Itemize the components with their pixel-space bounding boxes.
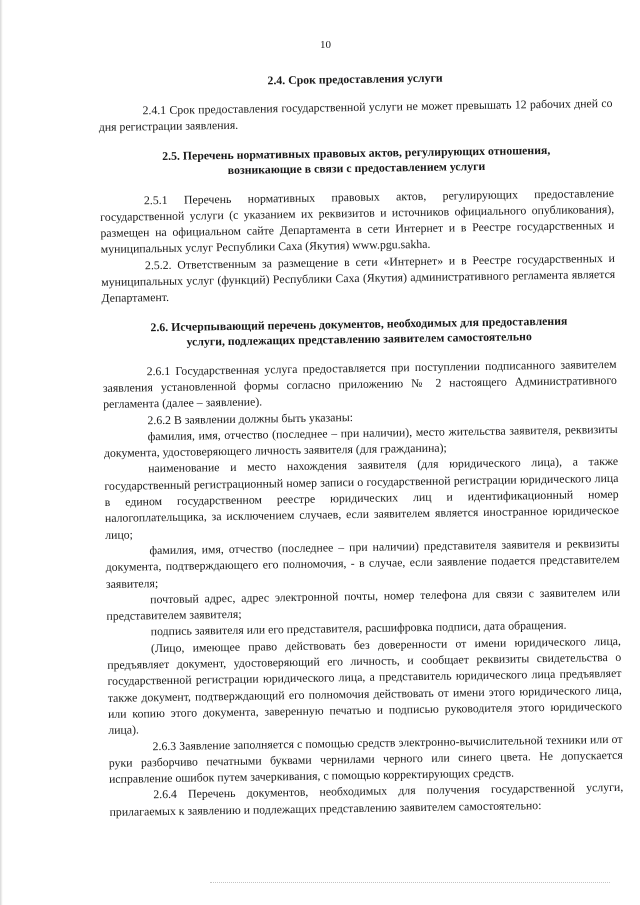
paragraph-2-6-2-item-contacts: почтовый адрес, адрес электронной почты, номер телефона для связи с заявителем или представителем заявителя; — [106, 584, 621, 624]
paragraph-2-6-2-note: (Лицо, имеющее право действовать без доверенности от имени юридического лица, предъявляет документ, удостоверяющий его личность, и сообщает реквизиты свидетельства о государственной регистрации юридического лица, а представитель юридического лица предъявляет также документ, подтверждающий его полномочия действовать от имени этого юридического лица, или копию этого документа, заверенную печатью и подписью руководителя этого юридического лица). — [107, 633, 623, 738]
paragraph-2-6-2-item-legal-entity: наименование и место нахождения заявителя (для юридического лица), а также государственный регистрационный номер записи о государственной регистрации юридического лица в едином государственном реестре юридических лиц и идентификационный номер налогоплательщика, за исключением случаев, если заявителем является иностранное юридическое лицо; — [104, 454, 619, 542]
paragraph-2-6-2: 2.6.2 В заявлении должны быть указаны: — [147, 409, 354, 427]
paragraph-2-6-2-item-citizen: фамилия, имя, отчество (последнее – при наличии), место жительства заявителя, реквизиты документа, удостоверяющего личность заявителя (для гражданина); — [103, 421, 618, 461]
section-2-4-heading: 2.4. Срок предоставления услуги — [267, 70, 443, 88]
scan-noise-line — [210, 882, 610, 886]
section-2-5-heading-line1: 2.5. Перечень нормативных правовых актов, регулирующих отношения, — [162, 142, 551, 163]
section-2-6-heading-line1: 2.6. Исчерпывающий перечень документов, необходимых для предоставления — [150, 313, 568, 334]
paragraph-2-6-3: 2.6.3 Заявление заполняется с помощью средств электронно-вычислительной техники или от руки разборчиво печатными буквами чернилами черного или синего цвета. Не допускается исправление ошибок путем зачеркивания, с помощью корректирующих средств. — [108, 731, 623, 787]
page-number: 10 — [320, 39, 331, 51]
paragraph-2-6-1: 2.6.1 Государственная услуга предоставляется при поступлении подписанного заявителем заявления установленной формы согласно приложению № 2 настоящего Административного регламента (далее – заявление). — [102, 356, 617, 412]
section-2-5-heading-line2: возникающие в связи с предоставлением услуги — [227, 158, 486, 177]
scan-edge-shadow — [0, 0, 3, 905]
paragraph-2-5-2: 2.5.2. Ответственным за размещение в сети «Интернет» и в Реестре государственных и муниципальных услуг (функций) Республики Саха (Якутия) административного регламента является Департамент. — [101, 250, 616, 306]
paragraph-2-5-1: 2.5.1 Перечень нормативных правовых актов, регулирующих предоставление государственной услуги (с указанием их реквизитов и источников официального опубликования), размещен на официальном сайте Департамента в сети Интернет и в Реестре государственных и муниципальных услуг Республики Саха (Якутия) www.pgu.sakha. — [100, 185, 615, 257]
document-body — [98, 68, 624, 820]
paragraph-2-6-4: 2.6.4 Перечень документов, необходимых для получения государственной услуги, прилагаемых к заявлению и подлежащих представлению заявителем самостоятельно: — [109, 780, 624, 819]
section-2-6-heading-line2: услуги, подлежащих представлению заявителем самостоятельно — [186, 328, 532, 349]
paragraph-2-6-2-item-signature: подпись заявителя или его представителя, расшифровка подписи, дата обращения. — [150, 618, 567, 639]
paragraph-2-6-2-item-representative: фамилия, имя, отчество (последнее – при наличии) представителя заявителя и реквизиты документа, подтверждающего его полномочия, - в случае, если заявление подается представителем заявителя; — [105, 535, 620, 591]
paragraph-2-4-1: 2.4.1 Срок предоставления государственной услуги не может превышать 12 рабочих дней со дня регистрации заявления. — [98, 95, 613, 135]
